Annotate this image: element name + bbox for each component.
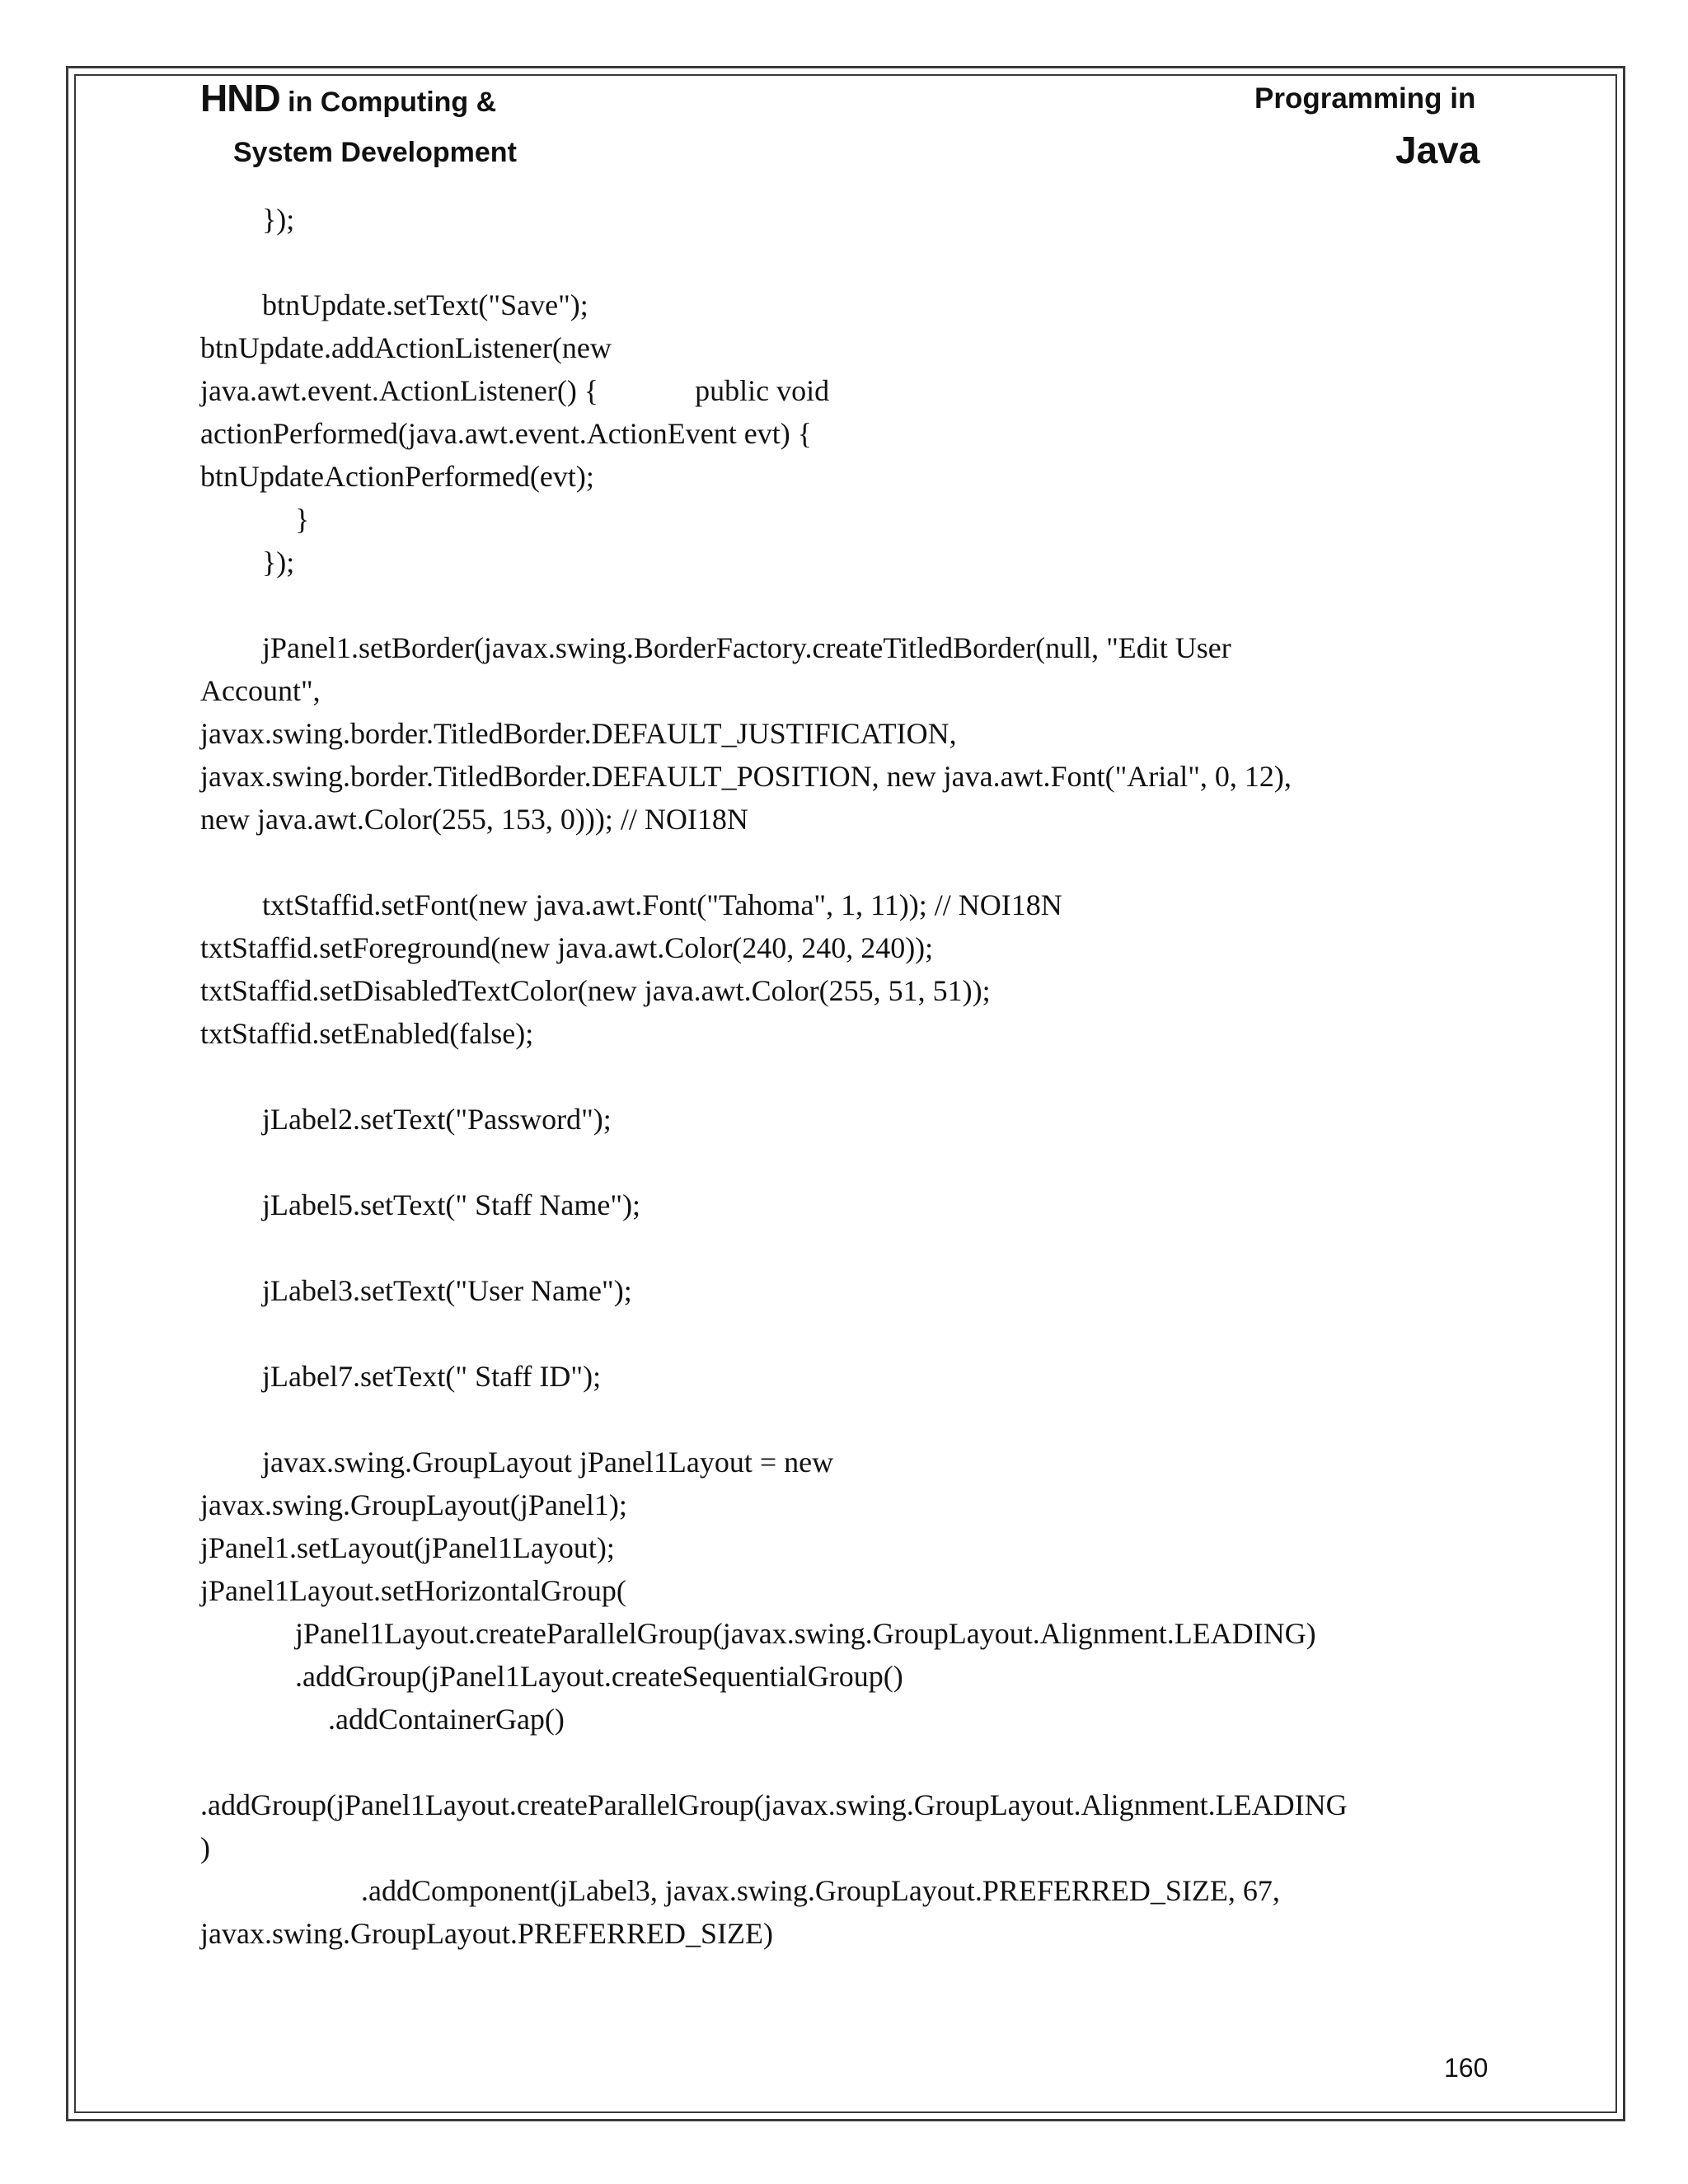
code-line: jPanel1Layout.setHorizontalGroup( [200,1574,626,1607]
code-line: .addGroup(jPanel1Layout.createSequentialGroup() [295,1660,903,1693]
code-line: javax.swing.GroupLayout(jPanel1); [200,1488,627,1521]
header-course-line1 [200,76,496,120]
code-line: Account", [200,674,321,707]
code-line [200,1055,1348,1098]
code-line: jPanel1Layout.createParallelGroup(javax.swing.GroupLayout.Alignment.LEADING) [295,1617,1316,1650]
code-line: javax.swing.border.TitledBorder.DEFAULT_POSITION, new java.awt.Font("Arial", 0, 12), [200,760,1292,793]
code-line: }); [262,203,295,236]
code-line: jPanel1.setLayout(jPanel1Layout); [200,1531,615,1564]
code-line: new java.awt.Color(255, 153, 0))); // NOI18N [200,803,748,836]
code-line: txtStaffid.setFont(new java.awt.Font("Tahoma", 1, 11)); // NOI18N [262,888,1062,921]
code-line [200,1741,1348,1783]
code-line [200,1141,1348,1183]
code-line: .addComponent(jLabel3, javax.swing.GroupLayout.PREFERRED_SIZE, 67, [361,1874,1280,1907]
code-line: javax.swing.border.TitledBorder.DEFAULT_JUSTIFICATION, [200,717,957,750]
header-hnd: HND [200,77,280,120]
code-line: } [295,503,310,536]
code-line: btnUpdate.setText("Save"); [262,288,588,321]
header-subject-line1: Programming in [1254,82,1476,115]
code-line: }); [262,546,295,579]
code-line: actionPerformed(java.awt.event.ActionEvent evt) { [200,417,812,450]
code-line [200,1312,1348,1355]
code-line: btnUpdateActionPerformed(evt); [200,460,594,493]
code-line: .addContainerGap() [328,1703,565,1736]
code-line: ) [200,1831,210,1864]
code-line [200,841,1348,883]
header-course-line2: System Development [233,137,517,168]
code-line: jLabel7.setText(" Staff ID"); [262,1360,602,1393]
code-line: txtStaffid.setEnabled(false); [200,1017,534,1050]
code-line: jLabel2.setText("Password"); [262,1103,612,1136]
header-subject-line2: Java [1395,129,1480,171]
code-line: .addGroup(jPanel1Layout.createParallelGroup(javax.swing.GroupLayout.Alignment.LEADING [200,1788,1348,1821]
code-line [200,1398,1348,1441]
code-line: javax.swing.GroupLayout.PREFERRED_SIZE) [200,1917,773,1950]
code-line: jLabel3.setText("User Name"); [262,1274,632,1307]
code-line [200,1226,1348,1269]
code-line: jPanel1.setBorder(javax.swing.BorderFactory.createTitledBorder(null, "Edit User [262,631,1231,664]
code-line [200,583,1348,626]
code-listing [200,198,1348,1955]
code-line: txtStaffid.setDisabledTextColor(new java.awt.Color(255, 51, 51)); [200,974,991,1007]
page-number: 160 [1444,2053,1489,2083]
code-line: java.awt.event.ActionListener() { public void [200,374,830,407]
code-line: javax.swing.GroupLayout jPanel1Layout = new [262,1446,834,1479]
code-line [200,241,1348,284]
header-course-rest: in Computing & [279,87,497,118]
code-line: txtStaffid.setForeground(new java.awt.Color(240, 240, 240)); [200,931,934,964]
code-line: btnUpdate.addActionListener(new [200,331,612,364]
code-line: jLabel5.setText(" Staff Name"); [262,1188,641,1221]
